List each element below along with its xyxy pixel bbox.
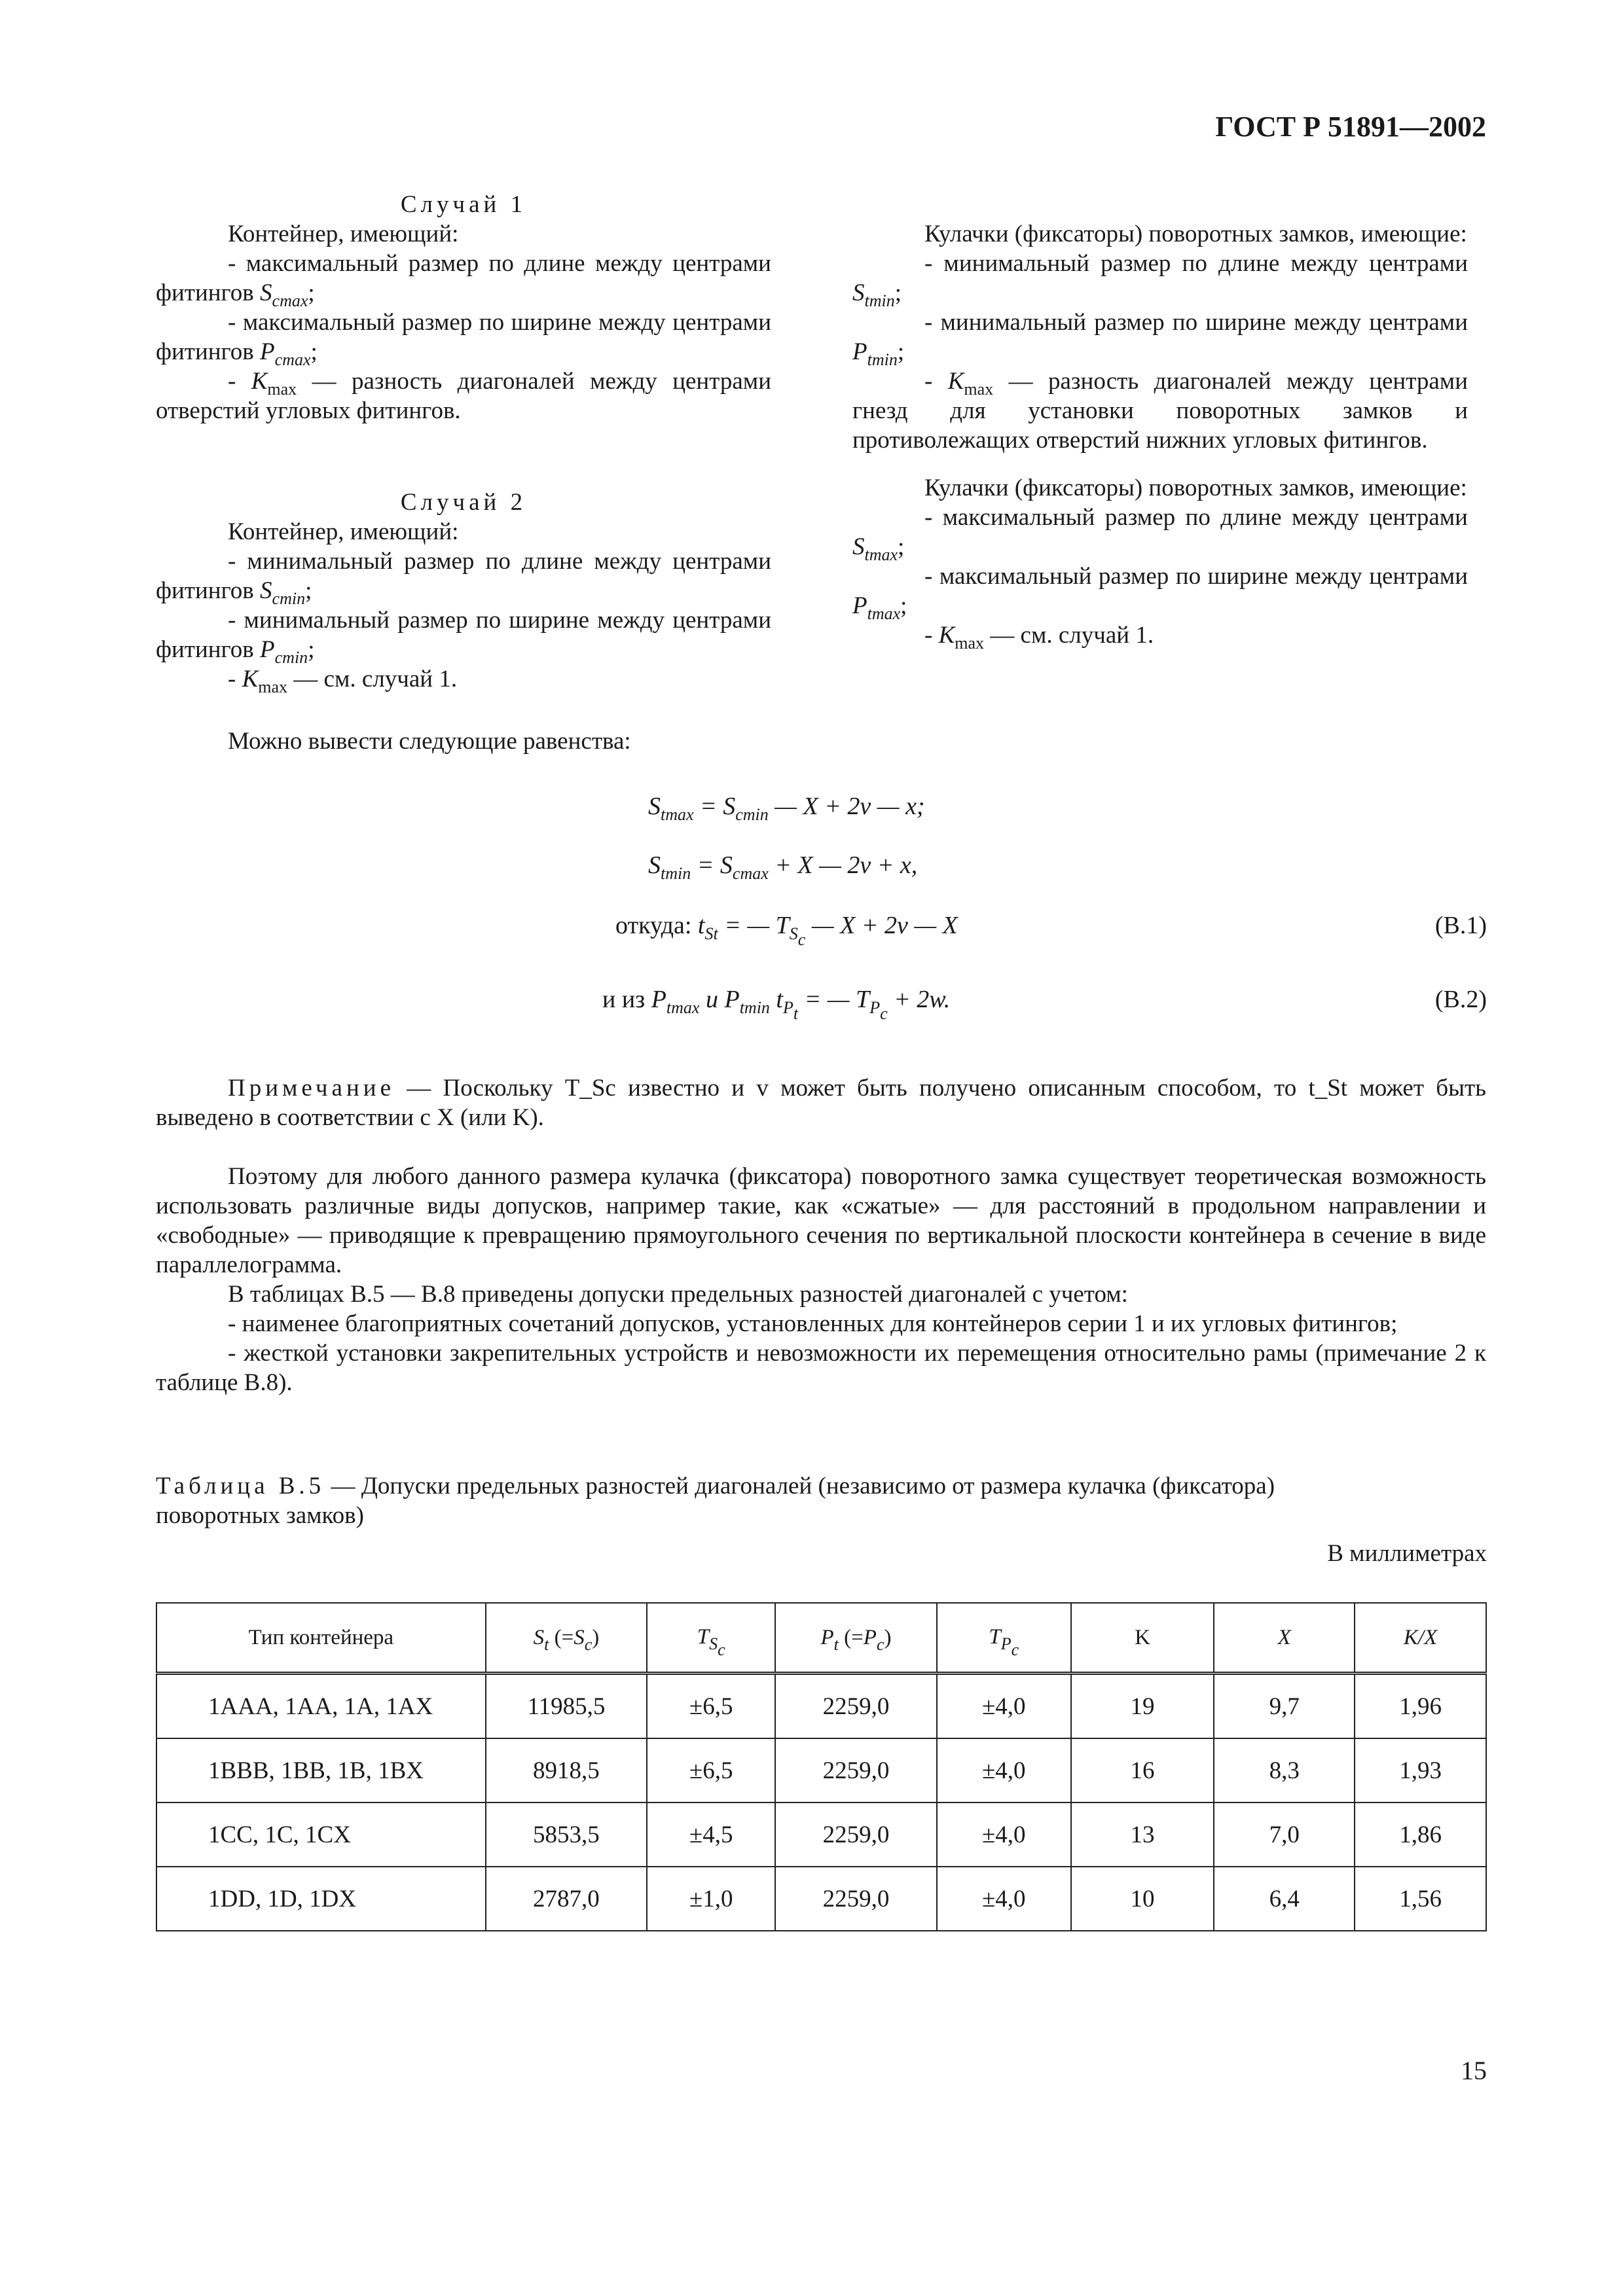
table-cell: ±6,5 bbox=[647, 1674, 775, 1739]
table-cell: 2259,0 bbox=[775, 1867, 937, 1931]
header-st: $S_t$ $(=S_c)$ bbox=[486, 1603, 647, 1674]
header-k: K bbox=[1071, 1603, 1214, 1674]
case1-item1: - максимальный размер по длине между центрами фитингов $S_{cmax}$; bbox=[156, 250, 771, 310]
table-row bbox=[156, 1674, 1486, 1739]
case1-item2: - максимальный размер по ширине между центрами фитингов $P_{cmax}$; bbox=[156, 309, 771, 369]
table-cell: 8918,5 bbox=[486, 1738, 647, 1803]
table-cell: 6,4 bbox=[1214, 1867, 1355, 1931]
lug-p1-item2: - минимальный размер по ширине между центрами $P_{tmin}$; bbox=[852, 309, 1468, 369]
table-unit: В миллиметрах bbox=[1327, 1540, 1487, 1567]
formula-4: и из $P_{tmax}$ и $P_{tmin}$ $t_{P_t}$ = — $T_{P_c} + 2w$. bbox=[602, 986, 951, 1023]
formula-1: $S_{tmax} = S_{cmin}$ — X + 2v — x; bbox=[648, 793, 925, 824]
case1-intro: Контейнер, имеющий: bbox=[228, 221, 459, 247]
table-cell: 16 bbox=[1071, 1738, 1214, 1803]
formula-4-number: (В.2) bbox=[1434, 986, 1487, 1013]
table-cell: ±1,0 bbox=[647, 1867, 775, 1931]
table-cell: 1,96 bbox=[1355, 1674, 1486, 1739]
table-cell: 10 bbox=[1071, 1867, 1214, 1931]
table-cell: 1,86 bbox=[1355, 1803, 1486, 1867]
lug-paragraph-2-intro: Кулачки (фиксаторы) поворотных замков, имеющие: bbox=[924, 475, 1467, 501]
formula-3: откуда: $t_{St}$ = — $T_{S_c}$ — X + 2v — X bbox=[615, 912, 958, 949]
note-title: Примечание bbox=[228, 1075, 395, 1102]
lug-paragraph-1-intro: Кулачки (фиксаторы) поворотных замков, имеющие: bbox=[924, 221, 1467, 247]
header-container-type: Тип контейнера bbox=[156, 1603, 486, 1674]
table-cell: 2787,0 bbox=[486, 1867, 647, 1931]
cell-container-type: 1CC, 1C, 1CX bbox=[156, 1803, 486, 1867]
lug-p1-item1: - минимальный размер по длине между центрами $S_{tmin}$; bbox=[852, 250, 1468, 310]
table-cell: ±4,0 bbox=[937, 1867, 1071, 1931]
document-id: ГОСТ Р 51891—2002 bbox=[1215, 111, 1486, 143]
table-cell: 19 bbox=[1071, 1674, 1214, 1739]
table-row bbox=[156, 1867, 1486, 1931]
paragraph-3: - наименее благоприятных сочетаний допусков, установленных для контейнеров серии 1 и их угловых фитингов; bbox=[228, 1310, 1398, 1337]
table-cell: 13 bbox=[1071, 1803, 1214, 1867]
table-row bbox=[156, 1738, 1486, 1803]
left-column bbox=[156, 190, 771, 694]
lug-p2-item3: - $K_{max}$ — см. случай 1. bbox=[924, 622, 1154, 653]
body-paragraphs bbox=[156, 1162, 1486, 1397]
lug-p2-item2: - максимальный размер по ширине между центрами $P_{tmax}$; bbox=[852, 563, 1468, 623]
table-cell: 2259,0 bbox=[775, 1738, 937, 1803]
right-column bbox=[852, 219, 1468, 653]
table-row bbox=[156, 1803, 1486, 1867]
equalities-intro: Можно вывести следующие равенства: bbox=[228, 728, 631, 755]
table-cell: ±4,0 bbox=[937, 1803, 1071, 1867]
table-cell: 2259,0 bbox=[775, 1674, 937, 1739]
cell-container-type: 1DD, 1D, 1DX bbox=[156, 1867, 486, 1931]
table-cell: ±6,5 bbox=[647, 1738, 775, 1803]
page-number: 15 bbox=[1461, 2056, 1487, 2085]
case1-title: Случай 1 bbox=[400, 191, 527, 218]
table-cell: 11985,5 bbox=[486, 1674, 647, 1739]
table-cell: 5853,5 bbox=[486, 1803, 647, 1867]
paragraph-4: - жесткой установки закрепительных устройств и невозможности их перемещения относительно рамы (примечание 2 к таблице В.8). bbox=[156, 1340, 1486, 1396]
cell-container-type: 1BBB, 1BB, 1B, 1BX bbox=[156, 1738, 486, 1803]
note-text: — Поскольку T_Sc известно и v может быть получено описанным способом, то t_St может быть выведено в соответствии с X (или K). bbox=[156, 1075, 1486, 1131]
header-tpc: $T_{P_c}$ bbox=[937, 1603, 1071, 1674]
case2-item2: - минимальный размер по ширине между центрами фитингов $P_{cmin}$; bbox=[156, 607, 771, 667]
lug-p2-item1: - максимальный размер по длине между центрами $S_{tmax}$; bbox=[852, 504, 1468, 564]
cell-container-type: 1AAA, 1AA, 1A, 1AX bbox=[156, 1674, 486, 1739]
tolerance-table bbox=[156, 1602, 1487, 1931]
table-cell: 8,3 bbox=[1214, 1738, 1355, 1803]
table-cell: 9,7 bbox=[1214, 1674, 1355, 1739]
note bbox=[156, 1073, 1486, 1132]
table-cell: 1,56 bbox=[1355, 1867, 1486, 1931]
header-kx: K/X bbox=[1355, 1603, 1486, 1674]
table-title bbox=[156, 1471, 1334, 1530]
table-cell: 2259,0 bbox=[775, 1803, 937, 1867]
lug-p1-item3: - $K_{max}$ — разность диагоналей между центрами гнезд для установки поворотных замков и противолежащих отверстий нижних угловых фитингов. bbox=[852, 368, 1468, 454]
case2-intro: Контейнер, имеющий: bbox=[228, 518, 459, 545]
paragraph-1: Поэтому для любого данного размера кулачка (фиксатора) поворотного замка существует теоретическая возможность использовать различные виды допусков, например такие, как «сжатые» — для расстояний в продольном направлении и «свободные» — приводящие к превращению прямоугольного сечения по вертикальной плоскости контейнера в сечение в виде параллелограмма. bbox=[156, 1163, 1486, 1278]
table-cell: ±4,5 bbox=[647, 1803, 775, 1867]
header-pt: $P_t$ $(=P_c)$ bbox=[775, 1603, 937, 1674]
case2-item1: - минимальный размер по длине между центрами фитингов $S_{cmin}$; bbox=[156, 548, 771, 608]
table-cell: ±4,0 bbox=[937, 1674, 1071, 1739]
paragraph-2: В таблицах В.5 — В.8 приведены допуски предельных разностей диагоналей с учетом: bbox=[228, 1281, 1128, 1308]
header-tsc: $T_{S_c}$ bbox=[647, 1603, 775, 1674]
case2-item3: - $K_{max}$ — см. случай 1. bbox=[228, 666, 458, 696]
table-cell: ±4,0 bbox=[937, 1738, 1071, 1803]
header-x: X bbox=[1214, 1603, 1355, 1674]
formula-3-number: (В.1) bbox=[1434, 912, 1487, 939]
table-label: Таблица В.5 bbox=[156, 1473, 325, 1499]
formula-2: $S_{tmin} = S_{cmax} + X$ — 2v + x, bbox=[648, 852, 918, 883]
case1-item3: - $K_{max}$ — разность диагоналей между центрами отверстий угловых фитингов. bbox=[156, 368, 771, 424]
table-caption: — Допуски предельных разностей диагоналей (независимо от размера кулачка (фиксатора) поворотных замков) bbox=[156, 1473, 1275, 1529]
table-header-row bbox=[156, 1603, 1486, 1674]
case2-title: Случай 2 bbox=[400, 489, 527, 516]
table-cell: 1,93 bbox=[1355, 1738, 1486, 1803]
table-cell: 7,0 bbox=[1214, 1803, 1355, 1867]
